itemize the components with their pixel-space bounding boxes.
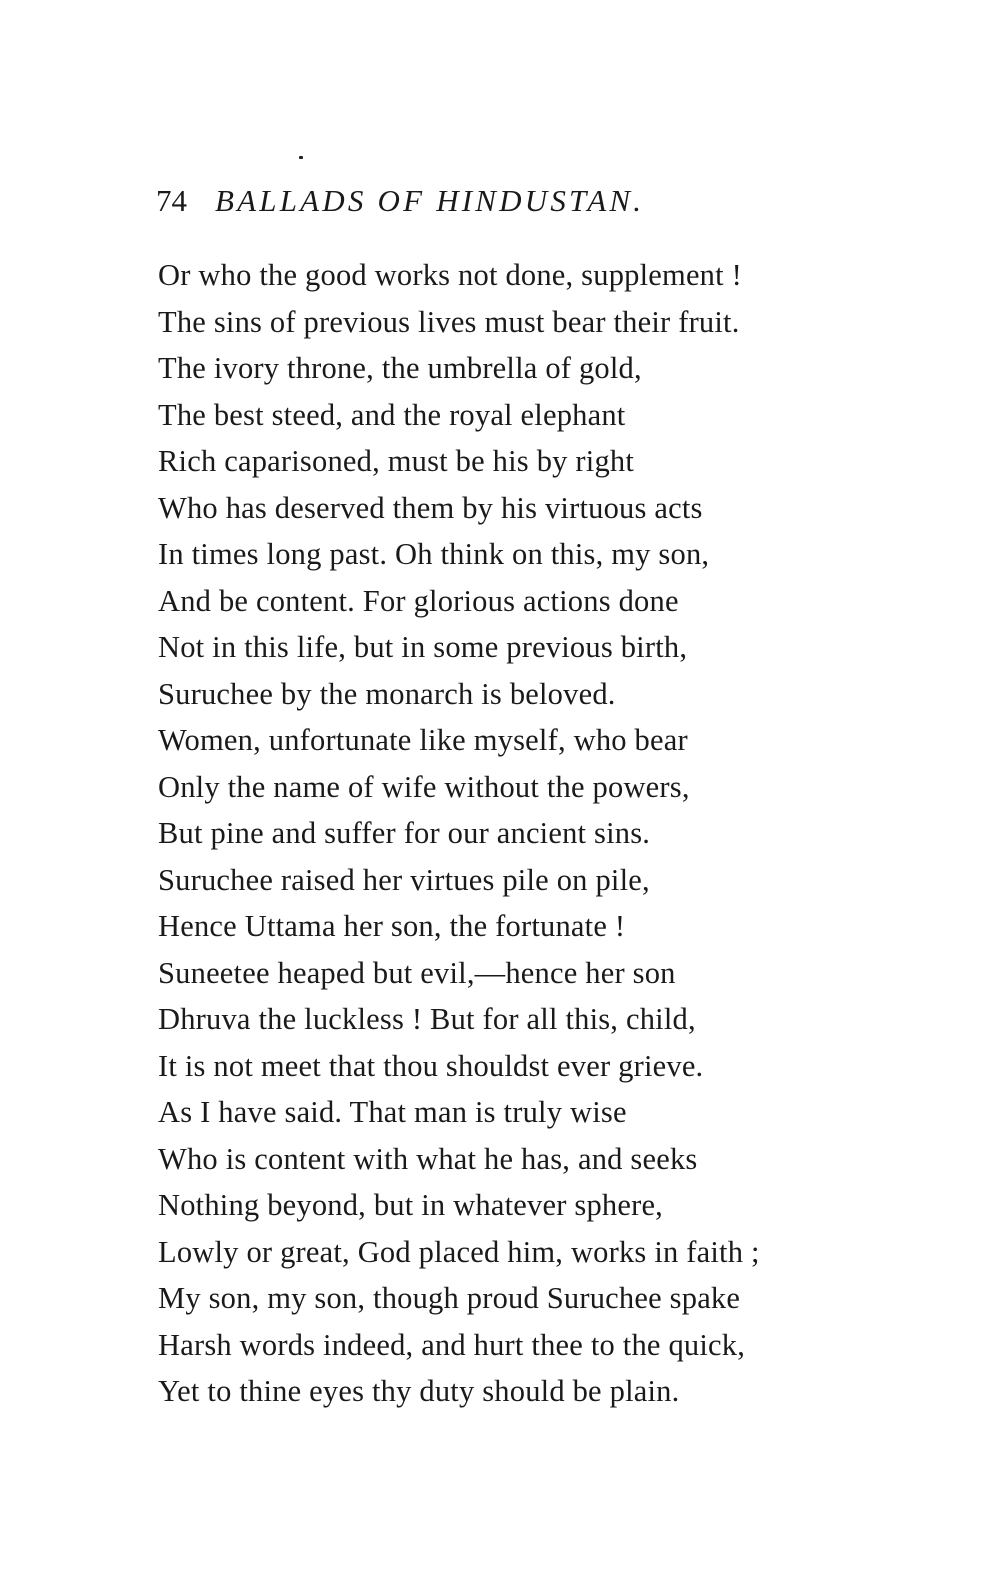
poem-line: It is not meet that thou shouldst ever grieve.	[158, 1048, 704, 1083]
poem-line: Suruchee raised her virtues pile on pile,	[158, 862, 650, 897]
print-speck	[299, 156, 303, 159]
poem-line: Lowly or great, God placed him, works in faith ;	[158, 1234, 760, 1269]
poem-line: Yet to thine eyes thy duty should be plain.	[158, 1374, 680, 1408]
poem-line: The best steed, and the royal elephant	[158, 397, 626, 432]
poem-line: Suneetee heaped but evil,—hence her son	[158, 955, 676, 990]
poem-line: Rich caparisoned, must be his by right	[158, 444, 635, 478]
poem-line: Suruchee by the monarch is beloved.	[158, 676, 616, 711]
poem-line: Harsh words indeed, and hurt thee to the quick,	[158, 1327, 746, 1362]
poem-line: Women, unfortunate like myself, who bear	[158, 723, 688, 757]
poem-line: And be content. For glorious actions done	[158, 583, 679, 618]
poem-line: Not in this life, but in some previous birth,	[158, 630, 688, 664]
poem-line: Or who the good works not done, supplement !	[158, 258, 742, 292]
poem-line: Only the name of wife without the powers,	[158, 769, 690, 804]
poem-line: As I have said. That man is truly wise	[158, 1095, 627, 1129]
poem-line: Hence Uttama her son, the fortunate !	[158, 909, 626, 943]
poem-text	[158, 252, 848, 1415]
page-header	[156, 183, 856, 227]
poem-line: My son, my son, though proud Suruchee spake	[158, 1281, 741, 1315]
poem-line: The ivory throne, the umbrella of gold,	[158, 351, 642, 385]
poem-line: Nothing beyond, but in whatever sphere,	[158, 1188, 664, 1222]
poem-line: Dhruva the luckless ! But for all this, child,	[158, 1002, 696, 1036]
poem-line: Who has deserved them by his virtuous acts	[158, 490, 703, 525]
page-number: 74	[156, 183, 187, 218]
poem-line: Who is content with what he has, and seeks	[158, 1141, 698, 1176]
poem-line: But pine and suffer for our ancient sins.	[158, 816, 651, 850]
poem-line: In times long past. Oh think on this, my son,	[158, 537, 710, 571]
running-title: BALLADS OF HINDUSTAN.	[215, 183, 645, 218]
poem-line: The sins of previous lives must bear their fruit.	[158, 304, 740, 339]
